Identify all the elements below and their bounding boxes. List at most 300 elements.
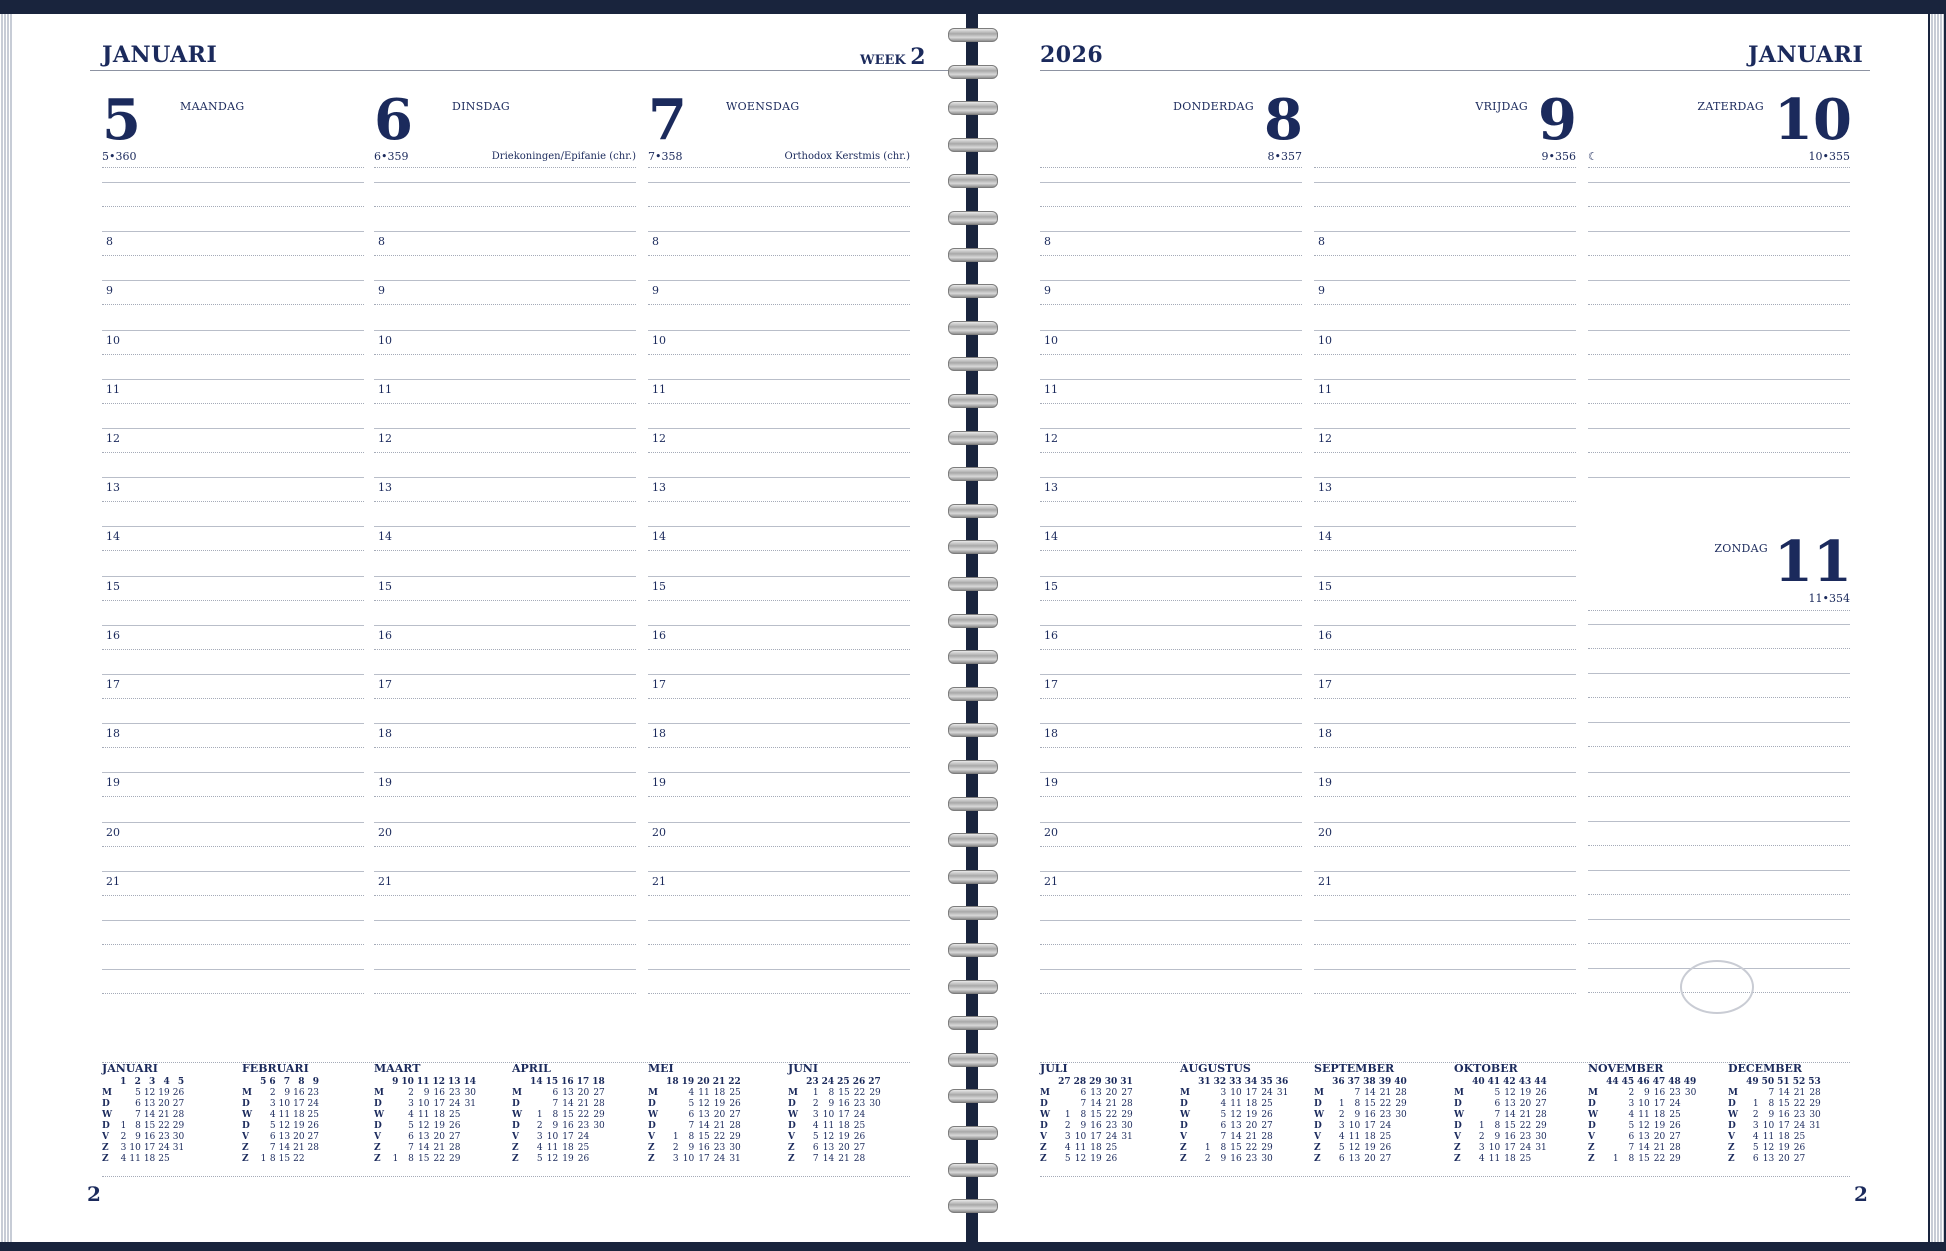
left-page [12, 14, 966, 1242]
ruled-line [102, 477, 364, 478]
mini-calendar-row [1728, 1154, 1824, 1165]
date-cell: 11 [1230, 1099, 1242, 1109]
dotted-line [1040, 846, 1302, 847]
mini-calendar-row [1040, 1154, 1136, 1165]
spiral-coil [948, 28, 998, 42]
mini-calendar-grid [1314, 1077, 1410, 1165]
week-number: 28 [1073, 1077, 1087, 1087]
dotted-line [1314, 403, 1576, 404]
mini-calendar-row [648, 1154, 744, 1165]
date-cell: 21 [1519, 1110, 1532, 1120]
day-name: DINSDAG [452, 100, 510, 113]
date-cell [1684, 1121, 1700, 1132]
mini-calendar-row [102, 1143, 187, 1154]
mini-calendar-row [102, 1110, 187, 1121]
date-cell: 11 [129, 1154, 141, 1164]
hour-label: 13 [106, 481, 120, 495]
date-cell [530, 1099, 546, 1110]
date-cell: 3 [120, 1143, 127, 1153]
date-cell [392, 1110, 401, 1121]
ruled-line [374, 871, 636, 872]
weekday-spacer [242, 1077, 260, 1088]
weekday-letter: Z [242, 1154, 249, 1164]
spiral-coil [948, 1163, 998, 1177]
weekday-letter: V [374, 1132, 381, 1142]
date-cell: 31 [464, 1099, 477, 1109]
hour-label: 11 [652, 382, 666, 396]
weekday-letter: D [788, 1121, 796, 1131]
date-cell: 5 [1752, 1143, 1759, 1153]
dotted-line [648, 796, 910, 797]
week-number-row [1180, 1077, 1291, 1088]
date-cell: 9 [1354, 1110, 1361, 1120]
mini-calendar-row [1588, 1121, 1699, 1132]
mini-calendar-row [1040, 1099, 1136, 1110]
weekday-letter: Z [1588, 1143, 1595, 1153]
dotted-line [1040, 403, 1302, 404]
ruled-line [1040, 428, 1302, 429]
dotted-line [1040, 1176, 1850, 1177]
date-cell: 22 [1519, 1121, 1532, 1131]
date-cell: 23 [713, 1143, 726, 1153]
mini-calendar-row [374, 1154, 479, 1165]
date-cell: 7 [688, 1121, 695, 1131]
date-cell: 12 [1230, 1110, 1242, 1120]
hour-label: 15 [378, 579, 392, 593]
hour-label: 15 [652, 579, 666, 593]
date-cell: 28 [1261, 1132, 1273, 1142]
date-cell [1276, 1143, 1292, 1154]
week-number: 44 [1606, 1077, 1619, 1087]
date-cell: 26 [853, 1132, 866, 1142]
date-cell: 27 [853, 1143, 866, 1153]
date-cell: 3 [408, 1099, 414, 1109]
dotted-line [1314, 255, 1576, 256]
dotted-line [102, 1176, 910, 1177]
date-cell: 21 [293, 1143, 305, 1153]
mini-calendar-row [1728, 1121, 1824, 1132]
date-cell: 3 [1752, 1121, 1759, 1131]
hour-label: 11 [1318, 382, 1332, 396]
dotted-line [1588, 943, 1850, 944]
date-cell: 17 [293, 1099, 305, 1109]
holiday-label: Orthodox Kerstmis (chr.) [784, 151, 910, 162]
spiral-coil [948, 138, 998, 152]
week-number: 15 [545, 1077, 559, 1087]
dotted-line [1314, 796, 1576, 797]
date-cell [1058, 1088, 1074, 1099]
mini-calendar-title: MAART [374, 1062, 421, 1075]
date-cell: 20 [1364, 1154, 1376, 1164]
week-number: 7 [283, 1077, 291, 1087]
day-number: 7 [648, 87, 687, 153]
mini-calendar-row [1040, 1143, 1136, 1154]
dotted-line [1314, 698, 1576, 699]
date-cell [666, 1099, 682, 1110]
date-cell: 18 [1090, 1143, 1102, 1153]
hour-label: 14 [1044, 530, 1058, 544]
date-cell: 17 [1504, 1143, 1516, 1153]
date-cell: 12 [1074, 1154, 1087, 1164]
mini-calendar-row [1588, 1143, 1699, 1154]
day-count: 10•355 [1808, 150, 1850, 163]
ruled-line [102, 674, 364, 675]
date-cell [1276, 1110, 1292, 1121]
weekday-letter: D [374, 1121, 382, 1131]
spiral-coil [948, 321, 998, 335]
dotted-line [102, 501, 364, 502]
date-cell: 16 [1364, 1110, 1376, 1120]
date-cell [1120, 1143, 1136, 1154]
ruled-line [1040, 576, 1302, 577]
ruled-line [374, 231, 636, 232]
date-cell: 11 [1762, 1132, 1775, 1142]
date-cell [868, 1132, 884, 1143]
dotted-line [648, 698, 910, 699]
mini-calendar-row [242, 1099, 322, 1110]
mini-calendar-row [374, 1088, 479, 1099]
hour-label: 12 [378, 432, 392, 445]
spiral-coil [948, 394, 998, 408]
date-cell [868, 1110, 884, 1121]
dotted-line [374, 501, 636, 502]
ruled-line [1314, 526, 1576, 527]
ruled-line [374, 428, 636, 429]
week-number-row [1040, 1077, 1136, 1088]
date-cell [392, 1132, 401, 1143]
date-cell: 23 [1793, 1110, 1806, 1120]
mini-calendar-row [1314, 1110, 1410, 1121]
weekday-spacer [788, 1077, 806, 1088]
spiral-coil [948, 211, 998, 225]
day-number: 6 [374, 87, 413, 153]
date-cell: 12 [1504, 1088, 1516, 1098]
mini-calendar-row [102, 1088, 187, 1099]
date-cell: 4 [408, 1110, 414, 1120]
date-cell: 26 [1793, 1143, 1806, 1153]
spiral-coil [948, 760, 998, 774]
date-cell: 10 [1488, 1143, 1501, 1153]
ruled-line [102, 379, 364, 380]
mini-calendar-row [1454, 1143, 1550, 1154]
ruled-line [1040, 477, 1302, 478]
mini-calendar-title: OKTOBER [1454, 1062, 1518, 1075]
date-cell: 15 [1638, 1154, 1650, 1164]
spiral-coil [948, 174, 998, 188]
date-cell: 24 [1379, 1121, 1392, 1131]
ruled-line [1588, 231, 1850, 232]
spiral-coil [948, 65, 998, 79]
date-cell: 17 [1090, 1132, 1102, 1142]
mini-calendar-row [512, 1110, 608, 1121]
dotted-line [374, 698, 636, 699]
mini-calendar-row [1588, 1110, 1699, 1121]
date-cell: 5 [1338, 1143, 1345, 1153]
date-cell: 14 [1090, 1099, 1102, 1109]
dotted-line [1040, 550, 1302, 551]
date-cell: 29 [1809, 1099, 1821, 1109]
mini-calendar [648, 1063, 744, 1165]
date-cell [592, 1143, 608, 1154]
ruled-line [1040, 822, 1302, 823]
mini-calendar-row [1588, 1132, 1699, 1143]
dotted-line [648, 895, 910, 896]
date-cell: 5 [1220, 1110, 1227, 1120]
date-cell: 23 [1105, 1121, 1118, 1131]
mini-calendar-grid [242, 1077, 322, 1165]
date-cell [1472, 1110, 1488, 1121]
hour-label: 18 [1318, 727, 1332, 741]
weekday-spacer [1454, 1077, 1472, 1088]
weekday-letter: D [648, 1121, 656, 1131]
date-cell: 12 [1348, 1143, 1361, 1153]
mini-calendar-row [648, 1121, 744, 1132]
date-cell [1808, 1154, 1824, 1165]
mini-calendar-row [1314, 1088, 1410, 1099]
dotted-line [1314, 649, 1576, 650]
week-number: 19 [681, 1077, 695, 1087]
date-cell: 2 [120, 1132, 127, 1142]
spiral-coil [948, 1016, 998, 1030]
date-cell: 5 [688, 1099, 695, 1109]
mini-calendar-row [1040, 1088, 1136, 1099]
week-number: 3 [149, 1077, 156, 1087]
dotted-line [1040, 600, 1302, 601]
weekday-letter: D [102, 1121, 110, 1131]
date-cell: 10 [1762, 1121, 1775, 1131]
ruled-line [102, 625, 364, 626]
day-number: 10 [1774, 87, 1852, 153]
ruled-line [1314, 477, 1576, 478]
ruled-line [374, 920, 636, 921]
dotted-line [1588, 610, 1850, 611]
dotted-line [374, 167, 636, 168]
ruled-line [1040, 625, 1302, 626]
ruled-line [648, 674, 910, 675]
date-cell: 9 [688, 1143, 695, 1153]
right-page-number: 2 [1854, 1182, 1868, 1206]
date-cell: 5 [1628, 1121, 1635, 1131]
holiday-label: Driekoningen/Epifanie (chr.) [491, 151, 636, 162]
dotted-line [1040, 206, 1302, 207]
dotted-line [102, 403, 364, 404]
date-cell: 1 [260, 1154, 267, 1164]
date-cell: 27 [593, 1088, 605, 1098]
date-cell: 5 [1494, 1088, 1501, 1098]
date-cell: 18 [562, 1143, 574, 1153]
date-cell [1058, 1099, 1074, 1110]
weekday-spacer [1180, 1077, 1198, 1088]
week-number: 20 [697, 1077, 710, 1087]
date-cell: 9 [135, 1132, 141, 1142]
date-cell: 1 [1612, 1154, 1619, 1164]
dotted-line [648, 747, 910, 748]
ruled-line [1588, 379, 1850, 380]
date-cell: 14 [1638, 1143, 1650, 1153]
mini-calendar-title: JULI [1040, 1062, 1068, 1075]
mini-calendar-row [1180, 1121, 1291, 1132]
date-cell: 24 [577, 1132, 590, 1142]
week-number: 21 [712, 1077, 726, 1087]
date-cell: 2 [1064, 1121, 1071, 1131]
week-number: 51 [1777, 1077, 1790, 1087]
mini-calendar-row [1180, 1132, 1291, 1143]
date-cell: 4 [1064, 1143, 1071, 1153]
ruled-line [648, 723, 910, 724]
weekday-letter: Z [102, 1154, 109, 1164]
mini-calendar-row [1314, 1121, 1410, 1132]
date-cell: 13 [1504, 1099, 1516, 1109]
mini-calendar-row [788, 1154, 884, 1165]
date-cell: 7 [408, 1143, 414, 1153]
ruled-line [102, 920, 364, 921]
date-cell [464, 1110, 480, 1121]
ruled-line [1314, 231, 1576, 232]
date-cell: 24 [1793, 1121, 1806, 1131]
hour-label: 15 [1318, 579, 1332, 593]
dotted-line [102, 895, 364, 896]
week-number: 2 [910, 44, 926, 70]
dotted-line [1314, 167, 1576, 168]
hour-label: 13 [1044, 481, 1058, 495]
date-cell: 14 [562, 1099, 574, 1109]
date-cell: 20 [838, 1143, 850, 1153]
date-cell: 29 [172, 1121, 185, 1131]
date-cell: 8 [269, 1154, 276, 1164]
date-cell: 4 [1338, 1132, 1345, 1142]
dotted-line [374, 895, 636, 896]
date-cell: 15 [278, 1154, 291, 1164]
date-cell: 10 [129, 1143, 141, 1153]
week-number: 9 [312, 1077, 319, 1087]
ruled-line [374, 526, 636, 527]
date-cell [666, 1110, 682, 1121]
day-count: 9•356 [1541, 150, 1576, 163]
dotted-line [1040, 747, 1302, 748]
mini-calendar [788, 1063, 884, 1165]
date-cell: 7 [1220, 1132, 1227, 1142]
weekday-letter: D [1180, 1121, 1188, 1131]
date-cell: 6 [552, 1088, 559, 1098]
dotted-line [1588, 746, 1850, 747]
mini-calendar-row [374, 1110, 479, 1121]
date-cell: 15 [698, 1132, 710, 1142]
date-cell: 21 [1245, 1132, 1258, 1142]
hour-label: 20 [106, 825, 120, 839]
weekday-letter: M [1454, 1088, 1464, 1098]
dotted-line [102, 550, 364, 551]
dotted-line [648, 452, 910, 453]
week-number: 26 [852, 1077, 866, 1087]
hour-label: 20 [1318, 825, 1332, 839]
date-cell: 10 [1638, 1099, 1650, 1109]
date-cell: 2 [1204, 1154, 1211, 1164]
weekday-letter: D [1588, 1121, 1596, 1131]
spiral-coil [948, 906, 998, 920]
date-cell: 17 [698, 1154, 710, 1164]
hour-label: 10 [1044, 333, 1058, 347]
dotted-line [374, 255, 636, 256]
date-cell [464, 1143, 480, 1154]
date-cell: 29 [593, 1110, 605, 1120]
week-number: 27 [868, 1077, 881, 1087]
date-cell: 14 [822, 1154, 835, 1164]
date-cell: 26 [1379, 1143, 1392, 1153]
date-cell: 24 [1261, 1088, 1273, 1098]
date-cell [1276, 1154, 1292, 1165]
ruled-line [1588, 182, 1850, 183]
weekday-letter: V [1314, 1132, 1321, 1142]
dotted-line [1588, 206, 1850, 207]
date-cell [1606, 1132, 1622, 1143]
date-cell [1276, 1121, 1292, 1132]
weekday-letter: W [1454, 1110, 1465, 1120]
moon-icon: ☾ [1588, 150, 1598, 163]
dotted-line [374, 846, 636, 847]
mini-calendar-row [1454, 1088, 1550, 1099]
ruled-line [648, 871, 910, 872]
date-cell [260, 1110, 269, 1121]
date-cell: 6 [1338, 1154, 1345, 1164]
mini-calendar-row [1180, 1088, 1291, 1099]
date-cell [260, 1132, 269, 1143]
weekday-letter: Z [648, 1143, 655, 1153]
weekday-letter: D [102, 1099, 110, 1109]
date-cell: 15 [1090, 1110, 1102, 1120]
spiral-coil [948, 1199, 998, 1213]
hour-label: 13 [378, 481, 392, 495]
date-cell: 18 [1364, 1132, 1376, 1142]
weekday-letter: D [242, 1121, 250, 1131]
mini-calendar-row [374, 1099, 479, 1110]
date-cell: 8 [1768, 1099, 1775, 1109]
dotted-line [102, 698, 364, 699]
date-cell: 8 [135, 1121, 141, 1131]
dotted-line [1588, 894, 1850, 895]
mini-calendar-row [512, 1132, 608, 1143]
date-cell: 9 [1494, 1132, 1501, 1142]
ruled-line [374, 772, 636, 773]
date-cell [1606, 1121, 1622, 1132]
dotted-line [1040, 698, 1302, 699]
date-cell: 23 [577, 1121, 590, 1131]
date-cell [1684, 1143, 1700, 1154]
dotted-line [648, 550, 910, 551]
date-cell: 9 [1080, 1121, 1087, 1131]
hour-label: 16 [378, 628, 392, 642]
ruled-line [1588, 919, 1850, 920]
hour-label: 9 [1318, 284, 1325, 298]
week-number: 37 [1347, 1077, 1361, 1087]
date-cell: 25 [729, 1088, 741, 1098]
date-cell: 29 [869, 1088, 881, 1098]
date-cell [1276, 1099, 1292, 1110]
date-cell: 22 [577, 1110, 590, 1120]
dotted-line [102, 304, 364, 305]
ruled-line [102, 526, 364, 527]
week-number: 16 [561, 1077, 574, 1087]
date-cell: 9 [284, 1088, 291, 1098]
date-cell: 7 [1354, 1088, 1361, 1098]
date-cell: 11 [546, 1143, 559, 1153]
hour-label: 17 [106, 678, 120, 691]
week-number: 12 [432, 1077, 445, 1087]
date-cell: 13 [1230, 1121, 1242, 1131]
mini-calendar-row [242, 1132, 322, 1143]
date-cell: 4 [120, 1154, 127, 1164]
date-cell: 8 [1628, 1154, 1635, 1164]
date-cell: 9 [1643, 1088, 1650, 1098]
